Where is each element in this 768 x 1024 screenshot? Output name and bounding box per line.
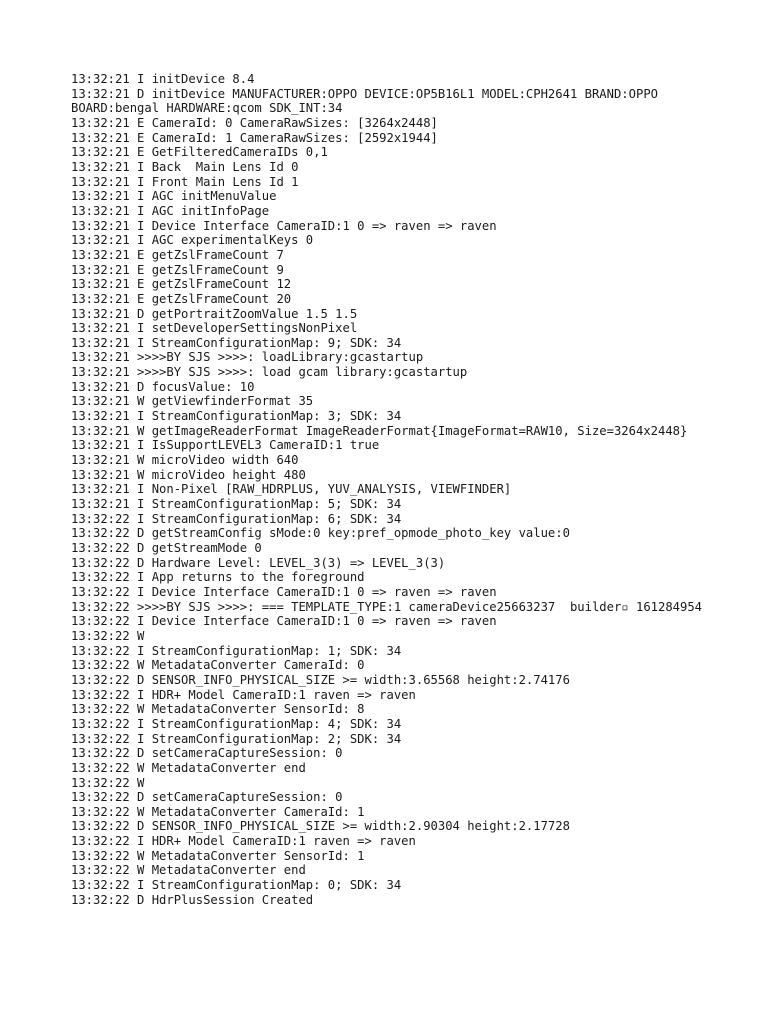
log-line: 13:32:22 I StreamConfigurationMap: 4; SDK: 34 [71,716,402,731]
log-line: 13:32:22 D HdrPlusSession Created [71,892,314,907]
log-line: 13:32:22 I Device Interface CameraID:1 0 => raven => raven [71,614,497,629]
log-line: 13:32:21 E GetFilteredCameraIDs 0,1 [71,145,328,160]
log-line: 13:32:22 W [71,775,145,790]
log-line: 13:32:21 D focusValue: 10 [71,379,255,394]
log-line: 13:32:21 E getZslFrameCount 9 [71,262,284,277]
log-line: 13:32:21 W getViewfinderFormat 35 [71,394,314,409]
log-line: 13:32:21 E getZslFrameCount 20 [71,291,292,306]
log-line: 13:32:21 E getZslFrameCount 12 [71,277,292,292]
log-line: 13:32:21 I StreamConfigurationMap: 9; SDK: 34 [71,335,402,350]
log-line: 13:32:22 I Device Interface CameraID:1 0 => raven => raven [71,584,497,599]
log-line: 13:32:22 I HDR+ Model CameraID:1 raven => raven [71,687,416,702]
log-line: 13:32:21 I AGC initMenuValue [71,189,277,204]
log-line: 13:32:21 E CameraId: 1 CameraRawSizes: [2592x1944] [71,130,438,145]
log-line: 13:32:22 I StreamConfigurationMap: 0; SDK: 34 [71,878,402,893]
log-line: 13:32:21 >>>>BY SJS >>>>: load gcam library:gcastartup [71,365,468,380]
log-line: 13:32:21 D initDevice MANUFACTURER:OPPO DEVICE:OP5B16L1 MODEL:CPH2641 BRAND:OPPO BOARD:bengal HARDWARE:qcom SDK_INT:34 [71,86,666,116]
log-line: 13:32:21 I StreamConfigurationMap: 3; SDK: 34 [71,409,402,424]
log-line: 13:32:21 W getImageReaderFormat ImageReaderFormat{ImageFormat=RAW10, Size=3264x2448} [71,423,688,438]
log-line: 13:32:22 >>>>BY SJS >>>>: === TEMPLATE_TYPE:1 cameraDevice25663237 builder▫ 161284954 [71,599,703,614]
log-line: 13:32:21 I Device Interface CameraID:1 0 => raven => raven [71,218,497,233]
log-line: 13:32:22 W MetadataConverter SensorId: 8 [71,702,365,717]
log-line: 13:32:22 D setCameraCaptureSession: 0 [71,746,343,761]
log-line: 13:32:21 I AGC initInfoPage [71,203,270,218]
log-line: 13:32:22 D SENSOR_INFO_PHYSICAL_SIZE >= width:3.65568 height:2.74176 [71,672,570,687]
log-line: 13:32:22 W MetadataConverter end [71,863,306,878]
log-output [71,72,711,907]
log-line: 13:32:21 I IsSupportLEVEL3 CameraID:1 true [71,438,380,453]
log-line: 13:32:22 I HDR+ Model CameraID:1 raven => raven [71,834,416,849]
log-line: 13:32:22 D Hardware Level: LEVEL_3(3) => LEVEL_3(3) [71,555,446,570]
log-line: 13:32:22 W MetadataConverter SensorId: 1 [71,848,365,863]
log-line: 13:32:22 I StreamConfigurationMap: 6; SDK: 34 [71,511,402,526]
log-line: 13:32:22 I StreamConfigurationMap: 2; SDK: 34 [71,731,402,746]
log-line: 13:32:21 W microVideo height 480 [71,467,306,482]
log-line: 13:32:21 E getZslFrameCount 7 [71,247,284,262]
log-line: 13:32:22 D getStreamMode 0 [71,541,262,555]
log-line: 13:32:21 W microVideo width 640 [71,453,299,468]
log-line: 13:32:22 W MetadataConverter end [71,760,306,775]
log-line: 13:32:21 I Non-Pixel [RAW_HDRPLUS, YUV_ANALYSIS, VIEWFINDER] [71,482,512,497]
log-line: 13:32:21 >>>>BY SJS >>>>: loadLibrary:gcastartup [71,350,424,365]
log-line: 13:32:21 I Front Main Lens Id 1 [71,174,299,189]
log-line: 13:32:21 I AGC experimentalKeys 0 [71,233,314,248]
log-line: 13:32:22 W MetadataConverter CameraId: 0 [71,658,365,673]
log-line: 13:32:22 W MetadataConverter CameraId: 1 [71,804,365,819]
log-line: 13:32:21 E CameraId: 0 CameraRawSizes: [3264x2448] [71,115,438,130]
log-line: 13:32:22 I StreamConfigurationMap: 1; SDK: 34 [71,643,402,658]
log-line: 13:32:21 I Back Main Lens Id 0 [71,159,299,174]
log-line: 13:32:21 D getPortraitZoomValue 1.5 1.5 [71,306,358,321]
log-line: 13:32:21 I setDeveloperSettingsNonPixel [71,321,358,336]
log-line: 13:32:21 I initDevice 8.4 [71,72,255,86]
log-line: 13:32:22 D getStreamConfig sMode:0 key:pref_opmode_photo_key value:0 [71,526,570,541]
log-line: 13:32:22 I App returns to the foreground [71,570,365,585]
log-line: 13:32:22 D SENSOR_INFO_PHYSICAL_SIZE >= width:2.90304 height:2.17728 [71,819,570,834]
log-line: 13:32:22 W [71,628,145,643]
log-line: 13:32:21 I StreamConfigurationMap: 5; SDK: 34 [71,497,402,512]
log-line: 13:32:22 D setCameraCaptureSession: 0 [71,790,343,805]
